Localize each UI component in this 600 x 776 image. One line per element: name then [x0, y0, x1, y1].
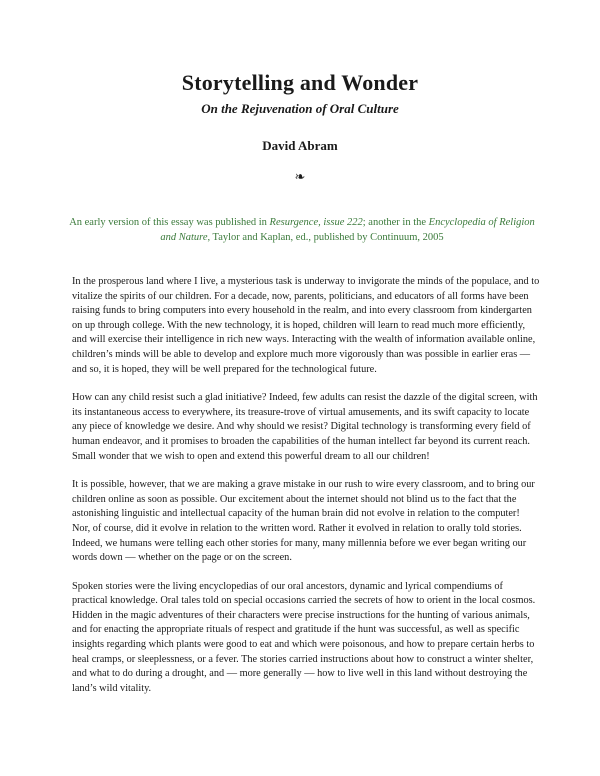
- paragraph-3: It is possible, however, that we are making a grave mistake in our rush to wire every classroom, and to bring our children online as soon as possible. Our excitement about the internet should not blind us to the fact that the astonishing linguistic and intellectual capacity of the human brain did not evolve in relation to the computer! Nor, of course, did it evolve in relation to the written word. Rather it evolved in relation to orally told stories. Indeed, we humans were telling each other stories for many, many millennia before we ever began writing our words down — whether on the page or on the screen.: [72, 479, 535, 564]
- document-title: Storytelling and Wonder: [181, 70, 419, 95]
- fleuron-icon: ❧: [294, 169, 306, 184]
- paragraph-4: Spoken stories were the living encyclopedias of our oral ancestors, dynamic and lyrical compendiums of practical knowledge. Oral tales told on special occasions carried the secrets of how to orient in the local cosmos. Hidden in the magic adventures of their characters were precise instructions for the hunting of various animals, and for enacting the appropriate rituals of respect and gratitude if the hunt was successful, as well as specific insights regarding which plants were good to eat and which were poisonous, and how to prepare certain herbs to heal cramps, or sleeplessness, or a fever. The stories carried instructions about how to construct a winter shelter, and what to do during a drought, and — more generally — how to live well in this land without destroying the land’s wild vitality.: [72, 580, 536, 694]
- essay-body: [72, 275, 540, 710]
- note-text-1: An early version of this essay was published in: [69, 217, 270, 228]
- note-resurgence-italic: Resurgence, issue 222: [269, 217, 363, 228]
- publication-note: [68, 215, 536, 245]
- note-text-3: , Taylor and Kaplan, ed., published by Continuum, 2005: [207, 232, 444, 243]
- document-subtitle: On the Rejuvenation of Oral Culture: [201, 101, 399, 116]
- paragraph-1: In the prosperous land where I live, a mysterious task is underway to invigorate the minds of the populace, and to vitalize the spirits of our children. For a decade, now, parents, politicians, and educators of all forms have been raising funds to bring computers into every household in the realm, and into every classroom from kindergarten on up through college. With the new technology, it is hoped, children will learn to read much more efficiently, and will exercise their intelligence in rich new ways. Interacting with the wealth of information available online, children’s minds will be able to develop and explore much more vigorously than was possible in earlier eras — and so, it is hoped, they will be well prepared for the technological future.: [72, 276, 540, 375]
- paragraph-2: How can any child resist such a glad initiative? Indeed, few adults can resist the dazzle of the digital screen, with its instantaneous access to everywhere, its treasure-trove of virtual amusements, and its swift capacity to locate any piece of knowledge we desire. And why should we resist? Digital technology is transforming every field of human endeavor, and it promises to broaden the capabilities of the human intellect far beyond its current reach. Small wonder that we wish to open and extend this powerful dream to all our children!: [72, 392, 538, 462]
- note-encyclopedia-italic: Encyclopedia of Religion and Nature: [160, 217, 535, 243]
- note-text-2: ; another in the: [362, 217, 429, 228]
- author-name: David Abram: [262, 138, 338, 153]
